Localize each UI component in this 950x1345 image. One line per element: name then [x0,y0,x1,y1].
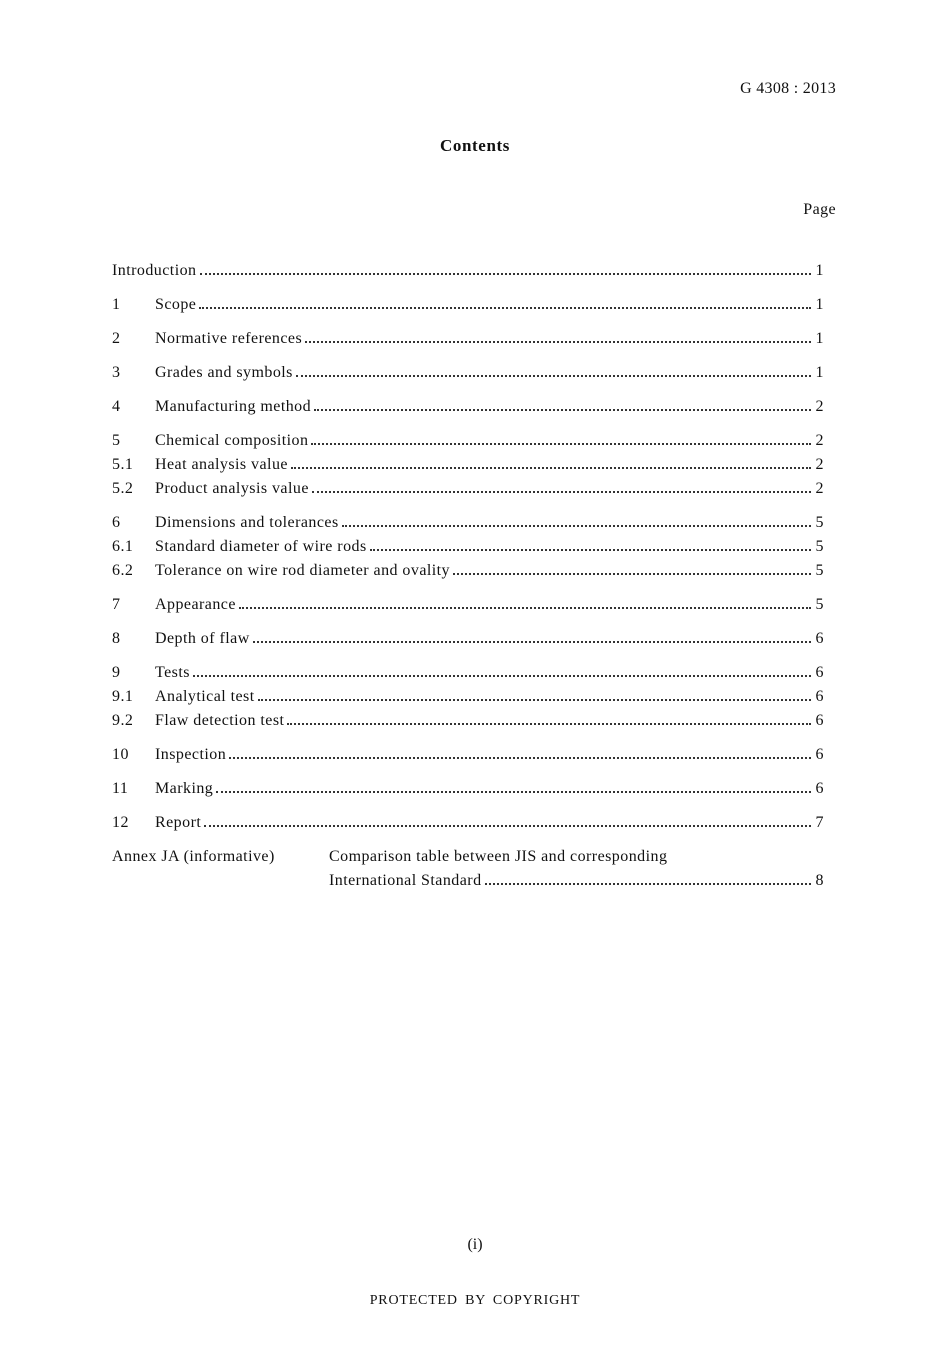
contents-title: Contents [440,136,510,155]
toc-entry-number: 6.1 [112,538,134,555]
toc-entry-title: Product analysis value [155,480,309,497]
toc-entry-title: Heat analysis value [155,456,288,473]
toc-entry-number: 5.1 [112,456,134,473]
toc-entry-number: 3 [112,364,121,381]
toc-entry-title: Tests [155,664,190,681]
toc-entry [112,398,824,422]
toc-entry-page: 1 [815,364,824,381]
table-of-contents [112,262,824,896]
dot-leader [229,757,811,759]
annex-label: Annex JA (informative) [112,848,275,865]
toc-entry-number: 6.2 [112,562,134,579]
annex-title-line-2: International Standard [329,872,482,889]
toc-entry-page: 2 [815,432,824,449]
toc-entry-number: 2 [112,330,121,347]
toc-entry-page: 6 [815,664,824,681]
toc-entry [112,814,824,838]
toc-entry-title: Standard diameter of wire rods [155,538,367,555]
toc-entry-title: Flaw detection test [155,712,285,729]
dot-leader [200,273,812,275]
dot-leader [253,641,811,643]
toc-entry-title: Scope [155,296,197,313]
toc-entry-number: 4 [112,398,121,415]
dot-leader [204,825,811,827]
annex-line-2 [112,872,824,896]
toc-entry-page: 5 [815,562,824,579]
toc-entry [112,456,824,480]
dot-leader [305,341,811,343]
toc-entry [112,262,824,286]
toc-entry [112,780,824,804]
toc-entry-page: 6 [815,712,824,729]
dot-leader [258,699,811,701]
toc-entry-title: Manufacturing method [155,398,312,415]
toc-entry [112,296,824,320]
dot-leader [311,443,811,445]
toc-entry-page: 1 [815,296,824,313]
toc-entry-page: 1 [815,262,824,279]
dot-leader [312,491,811,493]
toc-entry [112,330,824,354]
dot-leader [453,573,811,575]
toc-entry-number: 5.2 [112,480,134,497]
document-code: G 4308 : 2013 [740,80,836,97]
toc-entry [112,480,824,504]
toc-entry-title: Marking [155,780,214,797]
page-column-heading: Page [803,201,836,218]
toc-entry [112,688,824,712]
toc-entry-number: 7 [112,596,121,613]
toc-entry-number: 1 [112,296,121,313]
toc-entry [112,538,824,562]
footer-page-number: (i) [467,1236,483,1253]
toc-entry-page: 6 [815,688,824,705]
toc-entry [112,664,824,688]
toc-entry [112,562,824,586]
toc-entry [112,746,824,770]
dot-leader [287,723,811,725]
dot-leader [314,409,811,411]
toc-entry-page: 1 [815,330,824,347]
toc-entry-page: 5 [815,538,824,555]
toc-entry-title: Report [155,814,202,831]
toc-entry [112,630,824,654]
toc-entry-number: 11 [112,780,129,797]
toc-entry-page: 6 [815,630,824,647]
toc-entry-number: 9.1 [112,688,134,705]
toc-entry-title: Chemical composition [155,432,309,449]
dot-leader [342,525,811,527]
dot-leader [485,883,811,885]
toc-entry-title: Introduction [112,262,197,279]
toc-entry-title: Inspection [155,746,227,763]
toc-entry-title: Depth of flaw [155,630,250,647]
dot-leader [216,791,811,793]
annex-title-line-1: Comparison table between JIS and corresponding [329,848,668,865]
toc-entry-title: Analytical test [155,688,255,705]
annex-page-number: 8 [815,872,824,889]
toc-entry-title: Tolerance on wire rod diameter and ovality [155,562,451,579]
toc-entry-title: Dimensions and tolerances [155,514,339,531]
toc-entry-title: Normative references [155,330,303,347]
dot-leader [291,467,811,469]
toc-entry-title: Appearance [155,596,236,613]
dot-leader [370,549,811,551]
dot-leader [193,675,811,677]
toc-entry-page: 2 [815,480,824,497]
dot-leader [239,607,811,609]
toc-entry [112,514,824,538]
toc-entry-page: 5 [815,514,824,531]
toc-entry-number: 9 [112,664,121,681]
toc-entry [112,432,824,456]
dot-leader [199,307,811,309]
toc-entry-page: 7 [815,814,824,831]
toc-entry-title: Grades and symbols [155,364,293,381]
toc-entry-number: 5 [112,432,121,449]
copyright-notice: PROTECTED BY COPYRIGHT [369,1293,581,1308]
dot-leader [296,375,811,377]
toc-entry-page: 6 [815,780,824,797]
toc-entry-page: 2 [815,456,824,473]
toc-entry-number: 9.2 [112,712,134,729]
toc-entry-page: 2 [815,398,824,415]
toc-entry [112,596,824,620]
toc-entry-number: 6 [112,514,121,531]
toc-entry-number: 10 [112,746,129,763]
toc-entry-page: 6 [815,746,824,763]
toc-entry-number: 8 [112,630,121,647]
annex-entry [112,848,824,896]
toc-entry-page: 5 [815,596,824,613]
toc-entry-number: 12 [112,814,129,831]
toc-entry [112,712,824,736]
toc-entry [112,364,824,388]
annex-line-1 [112,848,824,872]
